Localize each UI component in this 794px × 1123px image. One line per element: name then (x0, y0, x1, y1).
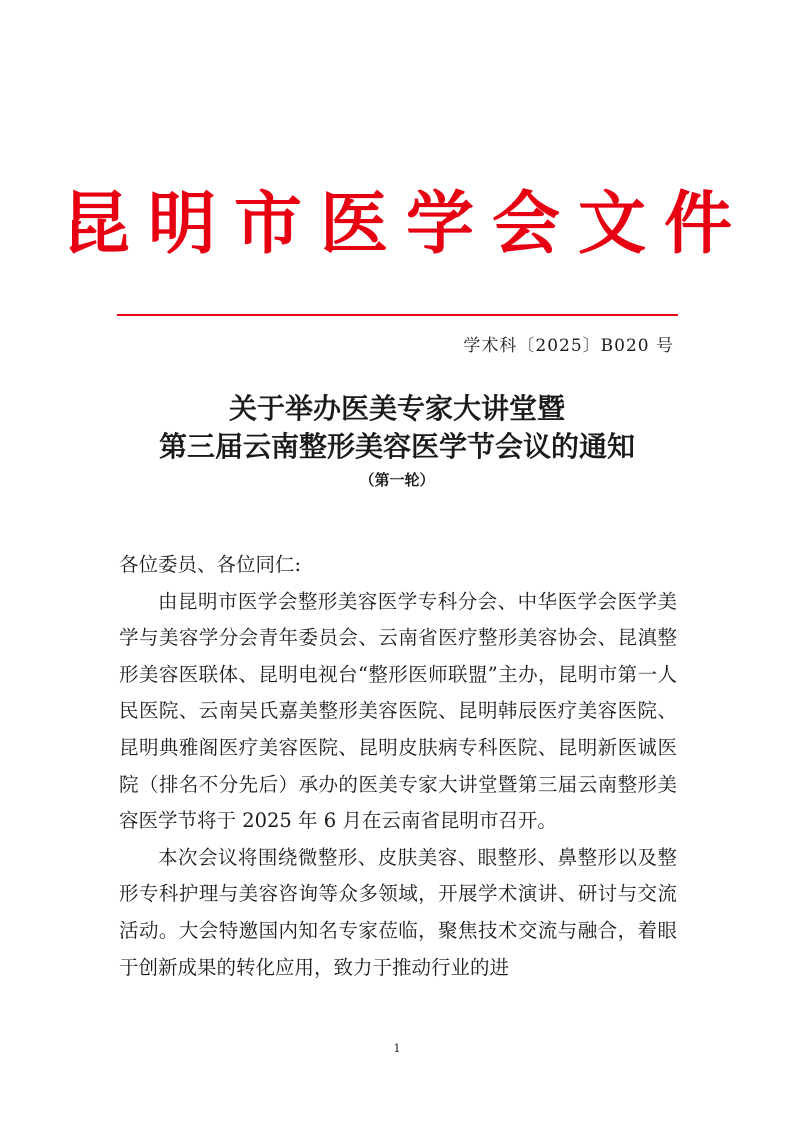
org-header-title: 昆明市医学会文件 (61, 185, 750, 264)
document-number: 学术科〔2025〕B020 号 (463, 336, 674, 356)
paragraph-organizers: 由昆明市医学会整形美容医学专科分会、中华医学会医学美学与美容学分会青年委员会、云南省医疗整形美容协会、昆滇整形美容医联体、昆明电视台“整形医师联盟”主办，昆明市第一人民医院、云南吴氏嘉美整形美容医院、昆明韩辰医疗美容医院、昆明典雅阁医疗美容医院、昆明皮肤病专科医院、昆明新医诚医院（排名不分先后）承办的医美专家大讲堂暨第三届云南整形美容医学节将于 2025 年 6 月在云南省昆明市召开。 (119, 589, 677, 833)
notice-title (0, 390, 794, 466)
body-text (119, 547, 677, 986)
notice-subtitle: （第一轮） (359, 471, 435, 489)
paragraph-agenda: 本次会议将围绕微整形、皮肤美容、眼整形、鼻整形以及整形专科护理与美容咨询等众多领域，开展学术演讲、研讨与交流活动。大会特邀国内知名专家莅临，聚焦技术交流与融合，着眼于创新成果的转化应用，致力于推动行业的进 (119, 845, 677, 979)
red-divider-line (117, 314, 678, 316)
notice-title-line-1: 关于举办医美专家大讲堂暨 (228, 392, 565, 425)
salutation: 各位委员、各位同仁: (119, 553, 302, 576)
notice-title-line-2: 第三届云南整形美容医学节会议的通知 (158, 430, 635, 463)
page-number: 1 (393, 1042, 401, 1055)
